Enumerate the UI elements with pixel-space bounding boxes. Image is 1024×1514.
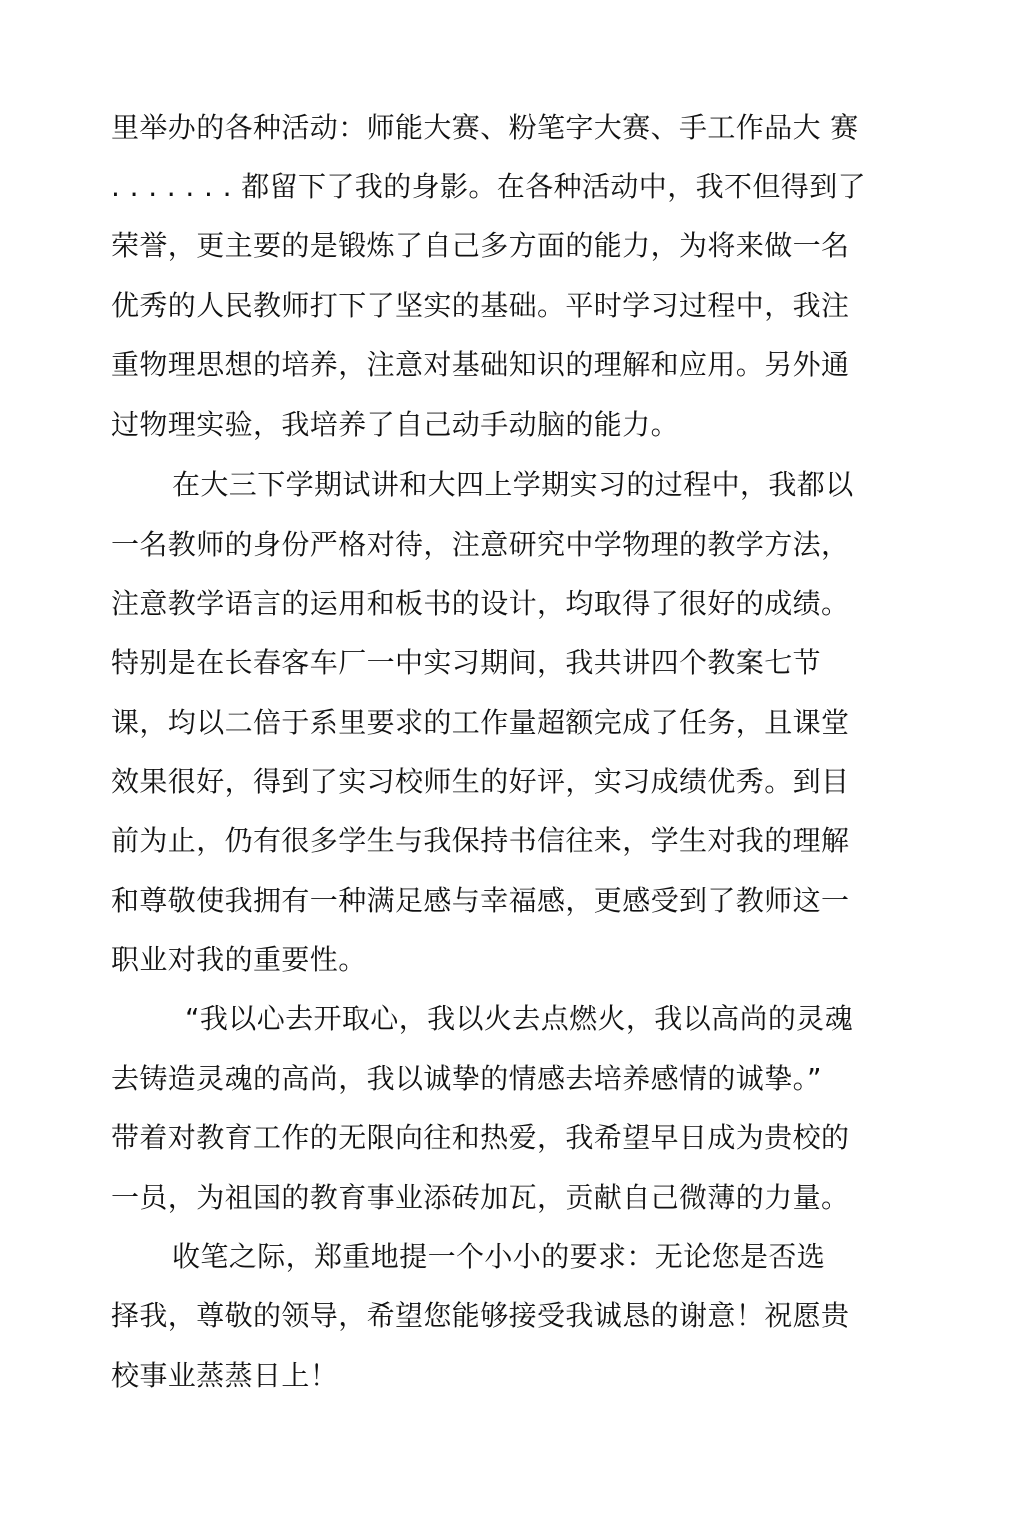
paragraph-start-line: 在大三下学期试讲和大四上学期实习的过程中，我都以 (172, 468, 854, 501)
text-line: 择我，尊敬的领导，希望您能够接受我诚恳的谢意！祝愿贵 (111, 1299, 850, 1332)
text-line: 特别是在长春客车厂一中实习期间，我共讲四个教案七节 (111, 646, 822, 679)
text-line: 职业对我的重要性。 (111, 943, 367, 976)
text-line: 去铸造灵魂的高尚，我以诚挚的情感去培养感情的诚挚。” (111, 1062, 822, 1095)
text-line: 带着对教育工作的无限向往和热爱，我希望早日成为贵校的 (111, 1121, 850, 1154)
text-line: . . . . . . . 都留下了我的身影。在各种活动中，我不但得到了 (111, 170, 867, 203)
text-line: 重物理思想的培养，注意对基础知识的理解和应用。另外通 (111, 348, 850, 381)
text-line: 前为止，仍有很多学生与我保持书信往来，学生对我的理解 (111, 824, 850, 857)
text-line: 过物理实验，我培养了自己动手动脑的能力。 (111, 408, 680, 441)
quote-start-line: “我以心去开取心，我以火去点燃火，我以高尚的灵魂 (185, 1002, 854, 1035)
text-line: 优秀的人民教师打下了坚实的基础。平时学习过程中，我注 (111, 289, 850, 322)
text-line: 课，均以二倍于系里要求的工作量超额完成了任务，且课堂 (111, 706, 850, 739)
text-line: 荣誉，更主要的是锻炼了自己多方面的能力，为将来做一名 (111, 229, 850, 262)
text-line: 一名教师的身份严格对待，注意研究中学物理的教学方法， (111, 528, 850, 561)
text-line: 校事业蒸蒸日上！ (111, 1359, 339, 1392)
paragraph-start-line: 收笔之际，郑重地提一个小小的要求：无论您是否选 (172, 1240, 826, 1273)
text-line: 效果很好，得到了实习校师生的好评，实习成绩优秀。到目 (111, 765, 850, 798)
text-line: 一员，为祖国的教育事业添砖加瓦，贡献自己微薄的力量。 (111, 1181, 850, 1214)
text-line: 里举办的各种活动：师能大赛、粉笔字大赛、手工作品大 赛 (111, 111, 859, 144)
text-line: 注意教学语言的运用和板书的设计，均取得了很好的成绩。 (111, 587, 850, 620)
text-line: 和尊敬使我拥有一种满足感与幸福感，更感受到了教师这一 (111, 884, 850, 917)
